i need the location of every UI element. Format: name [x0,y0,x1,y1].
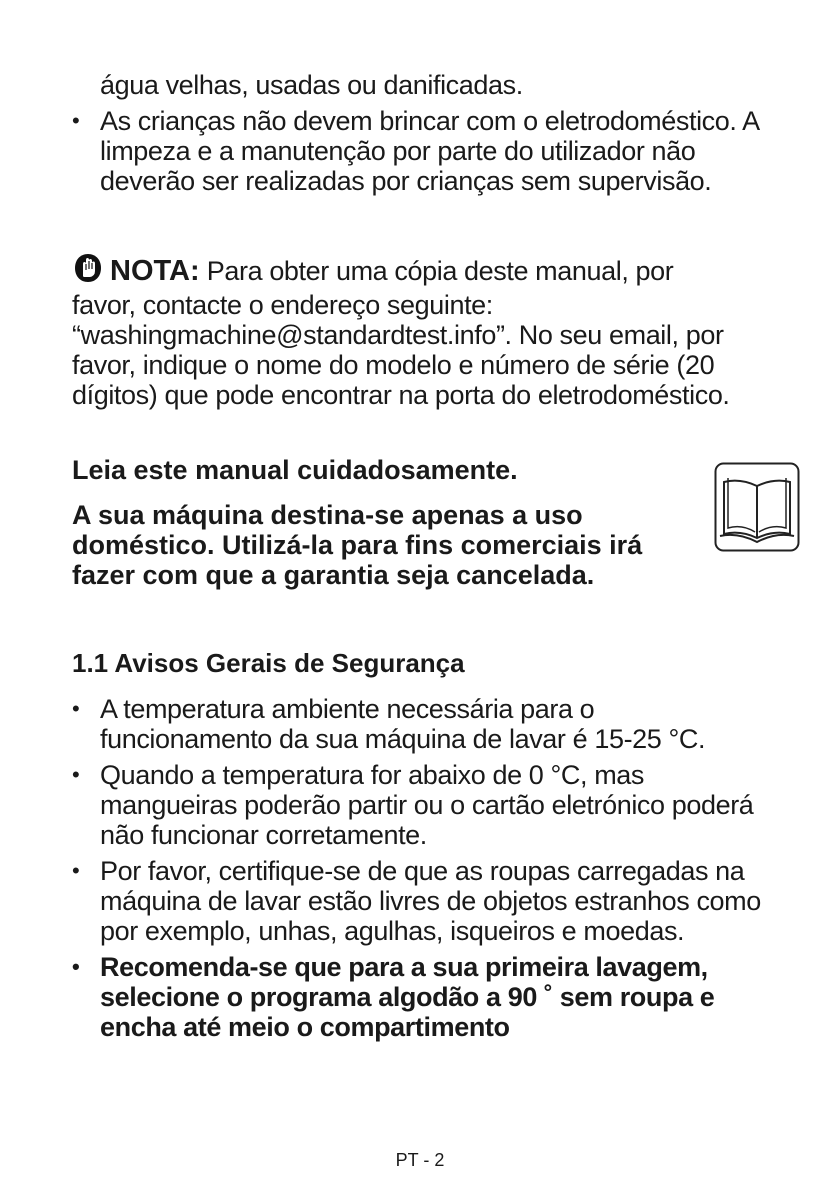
list-item: • Recomenda-se que para a sua primeira lavagem, selecione o programa algodão a 90 ˚ sem roupa e encha até meio o compartimento [72,952,772,1042]
note-text: Para obter uma cópia deste manual, por favor, contacte o endereço seguinte: “washingmachine@standardtest.info”. No seu email, por favor, indique o nome do modelo e número de série (20 dígitos) que pode encontrar na porta do eletrodoméstico. [72,256,730,410]
list-item: • Por favor, certifique-se de que as roupas carregadas na máquina de lavar estão livres de objetos estranhos como por exemplo, unhas, agulhas, isqueiros e moedas. [72,856,772,946]
domestic-use-warning: A sua máquina destina-se apenas a uso doméstico. Utilizá-la para fins comerciais irá fazer com que a garantia seja cancelada. [72,500,643,590]
safety-bullet-list [72,694,772,1048]
list-item: • Quando a temperatura for abaixo de 0 °C, mas mangueiras poderão partir ou o cartão eletrónico poderá não funcionar corretamente. [72,760,772,850]
open-book-icon [714,462,800,557]
page-number: PT - 2 [395,1150,445,1170]
list-item: • As crianças não devem brincar com o eletrodoméstico. A limpeza e a manutenção por parte do utilizador não deverão ser realizadas por crianças sem supervisão. [72,106,762,196]
continuation-text: água velhas, usadas ou danificadas. [100,70,523,100]
section-title: 1.1 Avisos Gerais de Segurança [72,648,465,678]
read-manual-heading: Leia este manual cuidadosamente. [72,455,518,485]
list-item: • A temperatura ambiente necessária para o funcionamento da sua máquina de lavar é 15-25 °C. [72,694,772,754]
top-bullet-list [72,106,762,202]
hand-stop-icon [72,252,104,290]
note-label: NOTA: [110,255,200,287]
note-block [72,252,732,410]
